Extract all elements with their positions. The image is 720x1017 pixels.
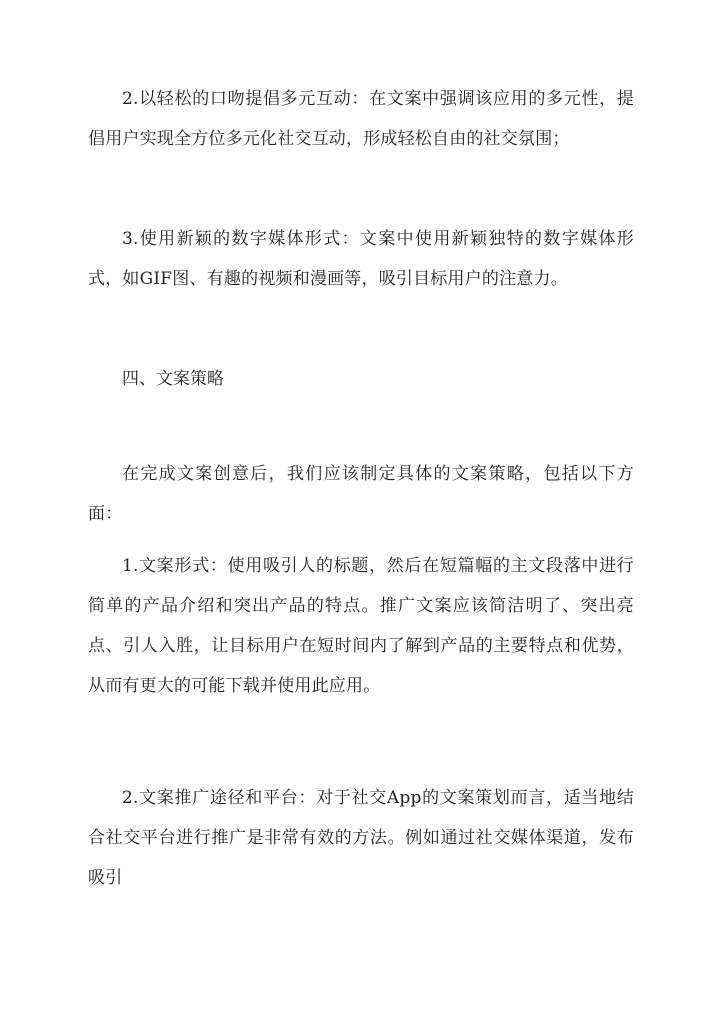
section-heading-copy-strategy: 四、文案策略 bbox=[122, 369, 224, 389]
paragraph-multi-interaction: 2.以轻松的口吻提倡多元互动：在文案中强调该应用的多元性，提倡用户实现全方位多元化社交互动，形成轻松自由的社交氛围； bbox=[88, 89, 634, 149]
paragraph-digital-media: 3.使用新颖的数字媒体形式：文案中使用新颖独特的数字媒体形式，如GIF图、有趣的视频和漫画等，吸引目标用户的注意力。 bbox=[88, 229, 634, 289]
paragraph-copy-format: 1.文案形式：使用吸引人的标题，然后在短篇幅的主文段落中进行简单的产品介绍和突出产品的特点。推广文案应该简洁明了、突出亮点、引人入胜，让目标用户在短时间内了解到产品的主要特点和优势，从而有更大的可能下载并使用此应用。 bbox=[88, 556, 634, 696]
paragraph-promotion-channels: 2.文案推广途径和平台：对于社交App的文案策划而言，适当地结合社交平台进行推广是非常有效的方法。例如通过社交媒体渠道，发布吸引 bbox=[88, 788, 634, 888]
paragraph-strategy-intro: 在完成文案创意后，我们应该制定具体的文案策略，包括以下方面： bbox=[88, 464, 634, 524]
